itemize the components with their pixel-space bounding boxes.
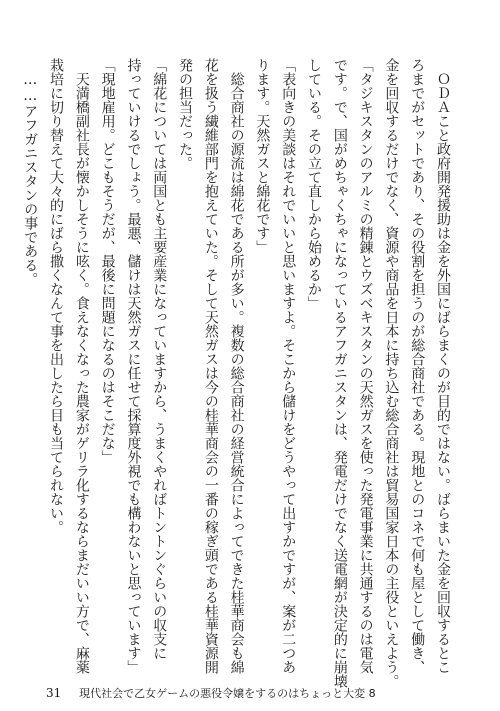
text-line: 「綿花については両国とも主要産業になっていますから、うまくやればトントンぐらいの収支に [151,58,168,660]
text-line: 天満橋副社長が懐かしそうに呟く。食えなくなった農家がゲリラ化するならまだいい方で、麻薬 [73,58,90,674]
text-line: 総合商社の源流は綿花である所が多い。複数の総合商社の経営統合によってできた桂華商会も綿 [228,58,245,674]
page-number: 31 [46,686,62,700]
text-line: 「現地雇用。どこもそうだが、最後に問題になるのはそこだな」 [99,58,116,464]
text-line: ……アフガニスタンの事である。 [22,58,39,286]
text-line: 金を回収するだけでなく、資源や商品を日本に持ち込む総合商社は貿易国家日本の主役といえよう。 [383,58,400,688]
text-line: ＯＤＡこと政府開発援助は金を外国にばらまくのが目的ではない。ばらまいた金を回収するとこ [435,58,451,674]
vertical-body-text [16,58,455,688]
running-title: 現代社会で乙女ゲームの悪役令嬢をするのはちょっと大変 8 [79,687,376,700]
text-line: 発の担当だった。 [177,58,194,170]
text-line: 持っていけるでしょう。最悪、儲けは天然ガスに任せて採算度外視でも構わないと思っています」 [125,58,142,674]
page-footer [46,685,376,701]
text-line: 栽培に切り替えて大々的にばら撒くなんて事を出したら目も当てられない。 [48,58,65,534]
text-line: ります。天然ガスと綿花です」 [254,58,271,254]
text-line: 「タジキスタンのアルミの精錬とウズベキスタンの天然ガスを使った発電事業に共通するのは電気 [357,58,374,674]
text-line: 花を扱う繊維部門を抱えていた。そして天然ガスは今の桂華商会の一番の稼ぎ頭である桂華資源開 [202,58,219,674]
text-line: 「表向きの美談はそれでいいと思いますよ。そこから儲けをどうやって出すかですが、案が二つあ [280,58,297,674]
text-line: している。その立て直しから始めるか」 [306,58,323,310]
text-line: ろまでがセットであり、その役割を担うのが総合商社である。現地とのコネで何も屋として働き、 [409,58,426,674]
text-line: です。で、国がめちゃくちゃになっているアフガニスタンは、発電だけでなく送電網が決定的に崩壊 [331,58,348,688]
